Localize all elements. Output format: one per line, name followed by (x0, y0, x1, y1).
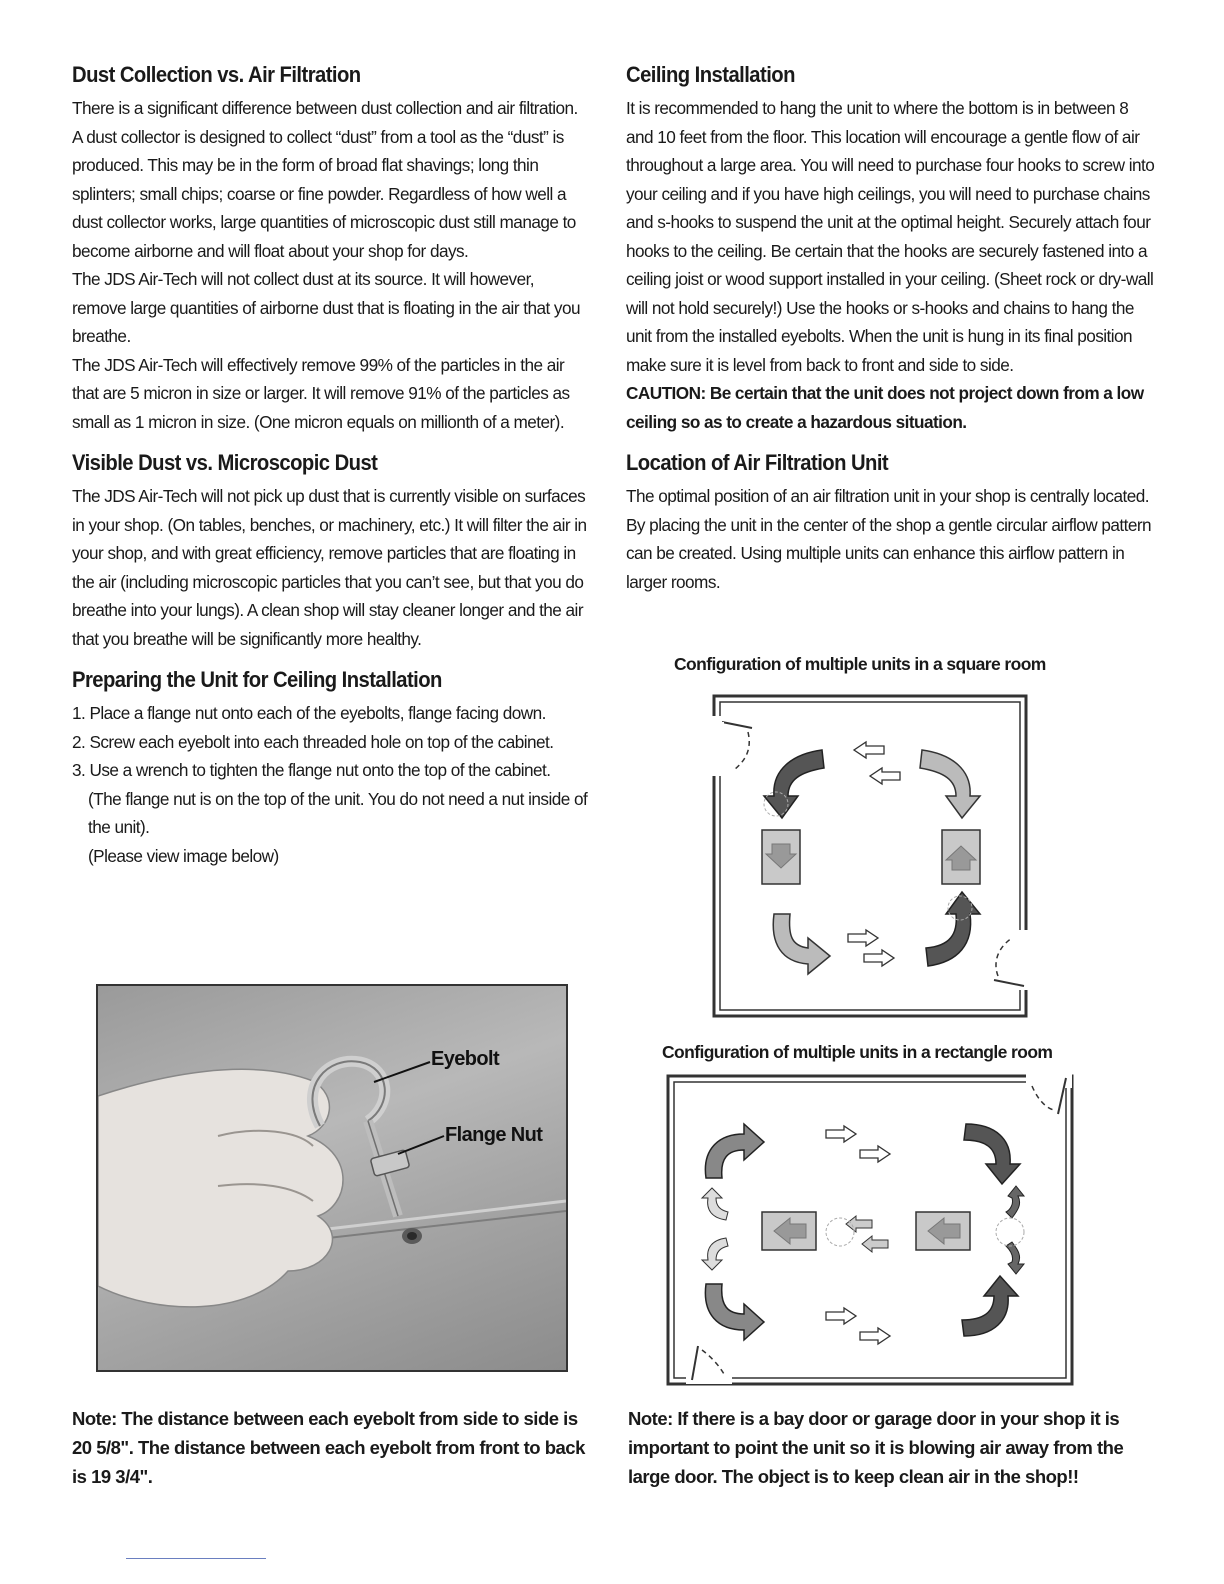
label-eyebolt: Eyebolt (431, 1048, 500, 1070)
heading-ceiling: Ceiling Installation (626, 62, 795, 87)
section-dust-collection (72, 62, 592, 436)
step-note: (Please view image below) (88, 845, 279, 866)
heading-preparing: Preparing the Unit for Ceiling Installation (72, 667, 442, 692)
section-ceiling (626, 62, 1156, 436)
paragraph: The JDS Air-Tech will not collect dust at its source. It will however, remove large quantities of airborne dust that is floating in the air that you breathe. (72, 269, 580, 346)
heading-location: Location of Air Filtration Unit (626, 450, 889, 475)
section-location (626, 450, 1156, 596)
paragraph: The optimal position of an air filtration unit in your shop is centrally located. By placing the unit in the center of the shop a gentle circular airflow pattern can be created. Using multiple units can enhance this airflow pattern in larger rooms. (626, 486, 1152, 592)
step-item: 1. Place a flange nut onto each of the eyebolts, flange facing down. (72, 703, 546, 723)
label-flange-nut: Flange Nut (445, 1124, 543, 1146)
caution-text: CAUTION: Be certain that the unit does not project down from a low ceiling so as to create a hazardous situation. (626, 383, 1144, 432)
right-column (626, 62, 1156, 610)
eyebolt-photo (96, 984, 568, 1372)
note-bay-door: Note: If there is a bay door or garage door in your shop it is important to point the unit so it is blowing air away from the large door. The object is to keep clean air in the shop!! (628, 1408, 1124, 1487)
paragraph: The JDS Air-Tech will not pick up dust that is currently visible on surfaces in your shop. (On tables, benches, or machinery, etc.) It will filter the air in your shop, and with great efficiency, remove particles that are floating in the air (including microscopic particles that you can’t see, but that you do breathe into your lungs). A clean shop will stay cleaner longer and the air that you breathe will be significantly more healthy. (72, 486, 587, 649)
step-item: 2. Screw each eyebolt into each threaded hole on top of the cabinet. (72, 731, 554, 752)
paragraph: There is a significant difference between dust collection and air filtration. (72, 98, 578, 118)
step-note: (The flange nut is on the top of the unit. You do not need a nut inside of the unit). (88, 788, 588, 837)
section-preparing (72, 667, 592, 870)
square-room-diagram (712, 694, 1030, 1020)
paragraph: A dust collector is designed to collect “dust” from a tool as the “dust” is produced. This may be in the form of broad flat shavings; long thin splinters; small chips; coarse or fine powder. Regardless of how well a dust collector works, large quantities of microscopic dust still manage to become airborne and will float about your shop for days. (72, 126, 576, 261)
rectangle-room-diagram (666, 1074, 1076, 1388)
step-item: 3. Use a wrench to tighten the flange nut onto the top of the cabinet. (72, 760, 551, 780)
paragraph: It is recommended to hang the unit to where the bottom is in between 8 and 10 feet from the floor. This location will encourage a gentle flow of air throughout a large area. You will need to purchase four hooks to screw into your ceiling and if you have high ceilings, you will need to purchase chains and s-hooks to suspend the unit at the optimal height. Securely attach four hooks to the ceiling. Be certain that the hooks are securely fastened into a ceiling joist or wood support installed in your ceiling. (Sheet rock or dry-wall will not hold securely!) Use the hooks or s-hooks and chains to hang the unit from the installed eyebolts. When the unit is hung in its final position make sure it is level from back to front and side to side. (626, 98, 1155, 375)
paragraph: The JDS Air-Tech will effectively remove 99% of the particles in the air that are 5 micron in size or larger. It will remove 91% of the particles as small as 1 micron in size. (One micron equals on millionth of a meter). (72, 354, 570, 432)
caption-rectangle-room: Configuration of multiple units in a rectangle room (662, 1042, 1053, 1062)
heading-dust-collection: Dust Collection vs. Air Filtration (72, 62, 361, 87)
footer-divider (126, 1558, 266, 1559)
steps-list (72, 699, 592, 870)
photo-illustration (98, 986, 566, 1370)
heading-visible-dust: Visible Dust vs. Microscopic Dust (72, 450, 378, 475)
caption-square-room: Configuration of multiple units in a square room (674, 654, 1046, 674)
note-eyebolt-distance: Note: The distance between each eyebolt from side to side is 20 5/8". The distance between each eyebolt from front to back is 19 3/4". (72, 1408, 585, 1487)
section-visible-dust (72, 450, 592, 653)
left-column (72, 62, 592, 884)
